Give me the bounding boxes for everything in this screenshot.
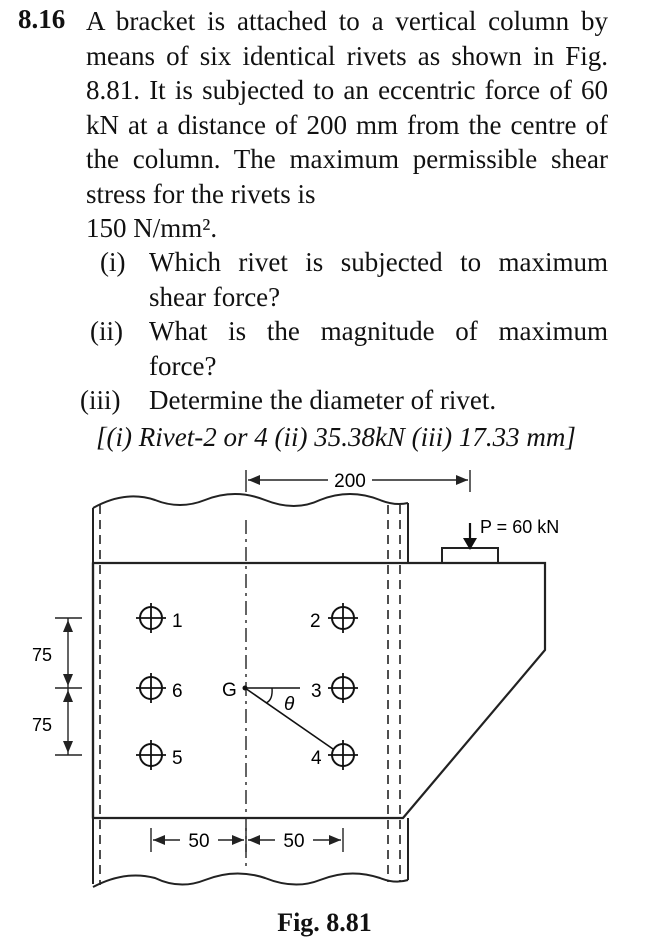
dim-75-arrow-1 — [63, 620, 73, 632]
rivet-1 — [136, 603, 166, 633]
part-ii-label: (ii) — [90, 316, 123, 346]
dim-200-arrow-left — [248, 475, 260, 485]
dim-50-right-label: 50 — [283, 831, 305, 852]
figure-bracket — [0, 460, 649, 905]
part-i-label: (i) — [100, 247, 126, 277]
figure-caption: Fig. 8.81 — [277, 908, 372, 937]
problem-statement-block — [86, 4, 608, 246]
dim-75-lower-label: 75 — [32, 715, 53, 735]
problem-number: 8.16 — [18, 4, 66, 34]
dim-75-arrow-4 — [63, 741, 73, 753]
rivet-label-5: 5 — [172, 748, 183, 769]
part-iii-text: Determine the diameter of rivet. — [149, 385, 497, 415]
rivet-label-6: 6 — [172, 681, 183, 702]
rivet-label-2: 2 — [310, 611, 321, 632]
rivet-2 — [328, 603, 358, 633]
dim-75-arrow-3 — [63, 690, 73, 702]
load-label: P = 60 kN — [480, 517, 560, 537]
dim-50-left-label: 50 — [188, 831, 210, 852]
part-i — [100, 245, 608, 315]
angle-arc — [266, 688, 272, 703]
dim-50-arrow-2 — [232, 835, 244, 845]
load-pad — [442, 548, 498, 563]
part-iii — [80, 383, 608, 418]
rivet-label-1: 1 — [172, 611, 183, 632]
part-ii-text: What is the magnitude of maximum force? — [149, 316, 608, 381]
part-i-text: Which rivet is subjected to maximum shear force? — [149, 247, 608, 312]
rivet-4 — [328, 740, 358, 770]
rivet-label-3: 3 — [311, 681, 322, 702]
dim-50-arrow-3 — [248, 835, 260, 845]
dim-200-label: 200 — [334, 471, 366, 492]
dim-75-arrow-2 — [63, 674, 73, 686]
dim-50-arrow-4 — [329, 835, 341, 845]
rivet-5 — [136, 740, 166, 770]
dim-50-arrow-1 — [153, 835, 165, 845]
answer-line: [(i) Rivet-2 or 4 (ii) 35.38kN (iii) 17.33 mm] — [96, 422, 576, 452]
column-top-break — [93, 494, 408, 508]
angle-label: θ — [284, 694, 295, 715]
part-iii-label: (iii) — [80, 385, 121, 415]
column-bottom-break — [93, 873, 408, 887]
centroid-label: G — [222, 680, 237, 701]
dim-200-arrow-right — [456, 475, 468, 485]
rivet-6 — [136, 673, 166, 703]
problem-statement: A bracket is attached to a vertical column by means of six identical rivets as shown in Fig. 8.81. It is subjected to an eccentric force of 60 kN at a distance of 200 mm from the centre of the column. The maximum permissible shear stress for the rivets is — [86, 6, 608, 209]
rivet-label-4: 4 — [311, 748, 322, 769]
dim-75-upper-label: 75 — [32, 645, 53, 665]
rivet-3 — [328, 673, 358, 703]
problem-statement-end: 150 N/mm². — [86, 213, 218, 243]
part-ii — [90, 314, 608, 384]
